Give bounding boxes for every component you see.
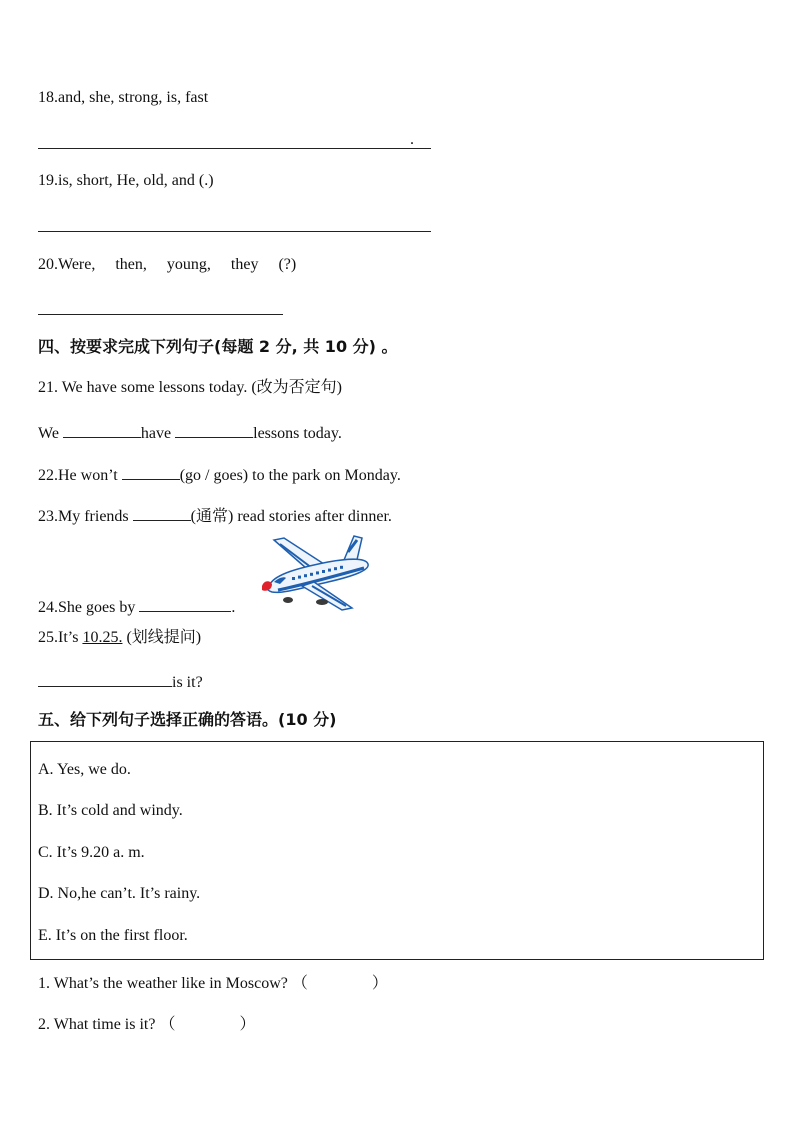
question-19: [38, 171, 214, 191]
question-number: 18.: [38, 89, 58, 106]
end-mark: .: [410, 131, 414, 148]
underlined-value: 10.25.: [82, 629, 123, 646]
answer-word: is it?: [172, 674, 203, 691]
matching-item-1: [38, 974, 388, 994]
blank[interactable]: [133, 504, 191, 521]
question-number: 21.: [38, 379, 58, 396]
question-21: [38, 378, 342, 398]
question-number: 19.: [38, 172, 58, 189]
question-20: [38, 255, 316, 275]
section-5-title: 五、给下列句子选择正确的答语。(10 分): [38, 710, 337, 729]
answer-25: [38, 670, 203, 693]
question-text: 23.My friends: [38, 508, 129, 525]
answer-bracket[interactable]: （ ）: [291, 975, 388, 992]
blank[interactable]: [139, 595, 231, 612]
question-text: .: [231, 599, 236, 616]
question-number: 20.: [38, 256, 58, 273]
question-instruction: (划线提问): [126, 629, 202, 646]
answer-line-19[interactable]: [38, 231, 431, 232]
question-text: 25.It’s: [38, 629, 79, 646]
word: Were,: [58, 256, 96, 273]
question-22: [38, 463, 401, 486]
airplane-icon: [258, 530, 376, 614]
answer-line-20[interactable]: [38, 314, 283, 315]
answer-21: [38, 421, 342, 444]
question-18: [38, 88, 208, 108]
answer-bracket[interactable]: （ ）: [159, 1016, 256, 1033]
matching-item-2: [38, 1015, 255, 1035]
answer-word: have: [140, 425, 172, 442]
question-text: is, short, He, old, and (.): [58, 172, 214, 189]
answer-word: We: [38, 425, 59, 442]
question-text: 24.She goes by: [38, 599, 136, 616]
question-text: 22.He won’t: [38, 467, 118, 484]
blank[interactable]: [175, 421, 253, 438]
option-a: A. Yes, we do.: [38, 761, 131, 778]
answer-word: lessons today.: [253, 425, 342, 442]
blank[interactable]: [38, 670, 172, 687]
blank[interactable]: [63, 421, 141, 438]
question-24: [38, 595, 235, 618]
question-23: [38, 504, 392, 527]
option-b: B. It’s cold and windy.: [38, 802, 183, 819]
answer-line-18[interactable]: [38, 148, 431, 149]
option-e: E. It’s on the first floor.: [38, 927, 188, 944]
word: (?): [278, 256, 297, 273]
question-25: [38, 628, 201, 648]
matching-question: 1. What’s the weather like in Moscow?: [38, 975, 288, 992]
question-text: (通常) read stories after dinner.: [190, 508, 392, 525]
option-d: D. No,he can’t. It’s rainy.: [38, 885, 201, 902]
question-text: We have some lessons today. (改为否定句): [61, 379, 343, 396]
blank[interactable]: [122, 463, 180, 480]
matching-question: 2. What time is it?: [38, 1016, 156, 1033]
option-c: C. It’s 9.20 a. m.: [38, 844, 145, 861]
word: they: [230, 256, 259, 273]
section-4-title: 四、按要求完成下列句子(每题 2 分, 共 10 分) 。: [38, 337, 398, 356]
question-text: (go / goes) to the park on Monday.: [179, 467, 401, 484]
question-text: and, she, strong, is, fast: [58, 89, 209, 106]
word: young,: [166, 256, 211, 273]
word: then,: [115, 256, 147, 273]
